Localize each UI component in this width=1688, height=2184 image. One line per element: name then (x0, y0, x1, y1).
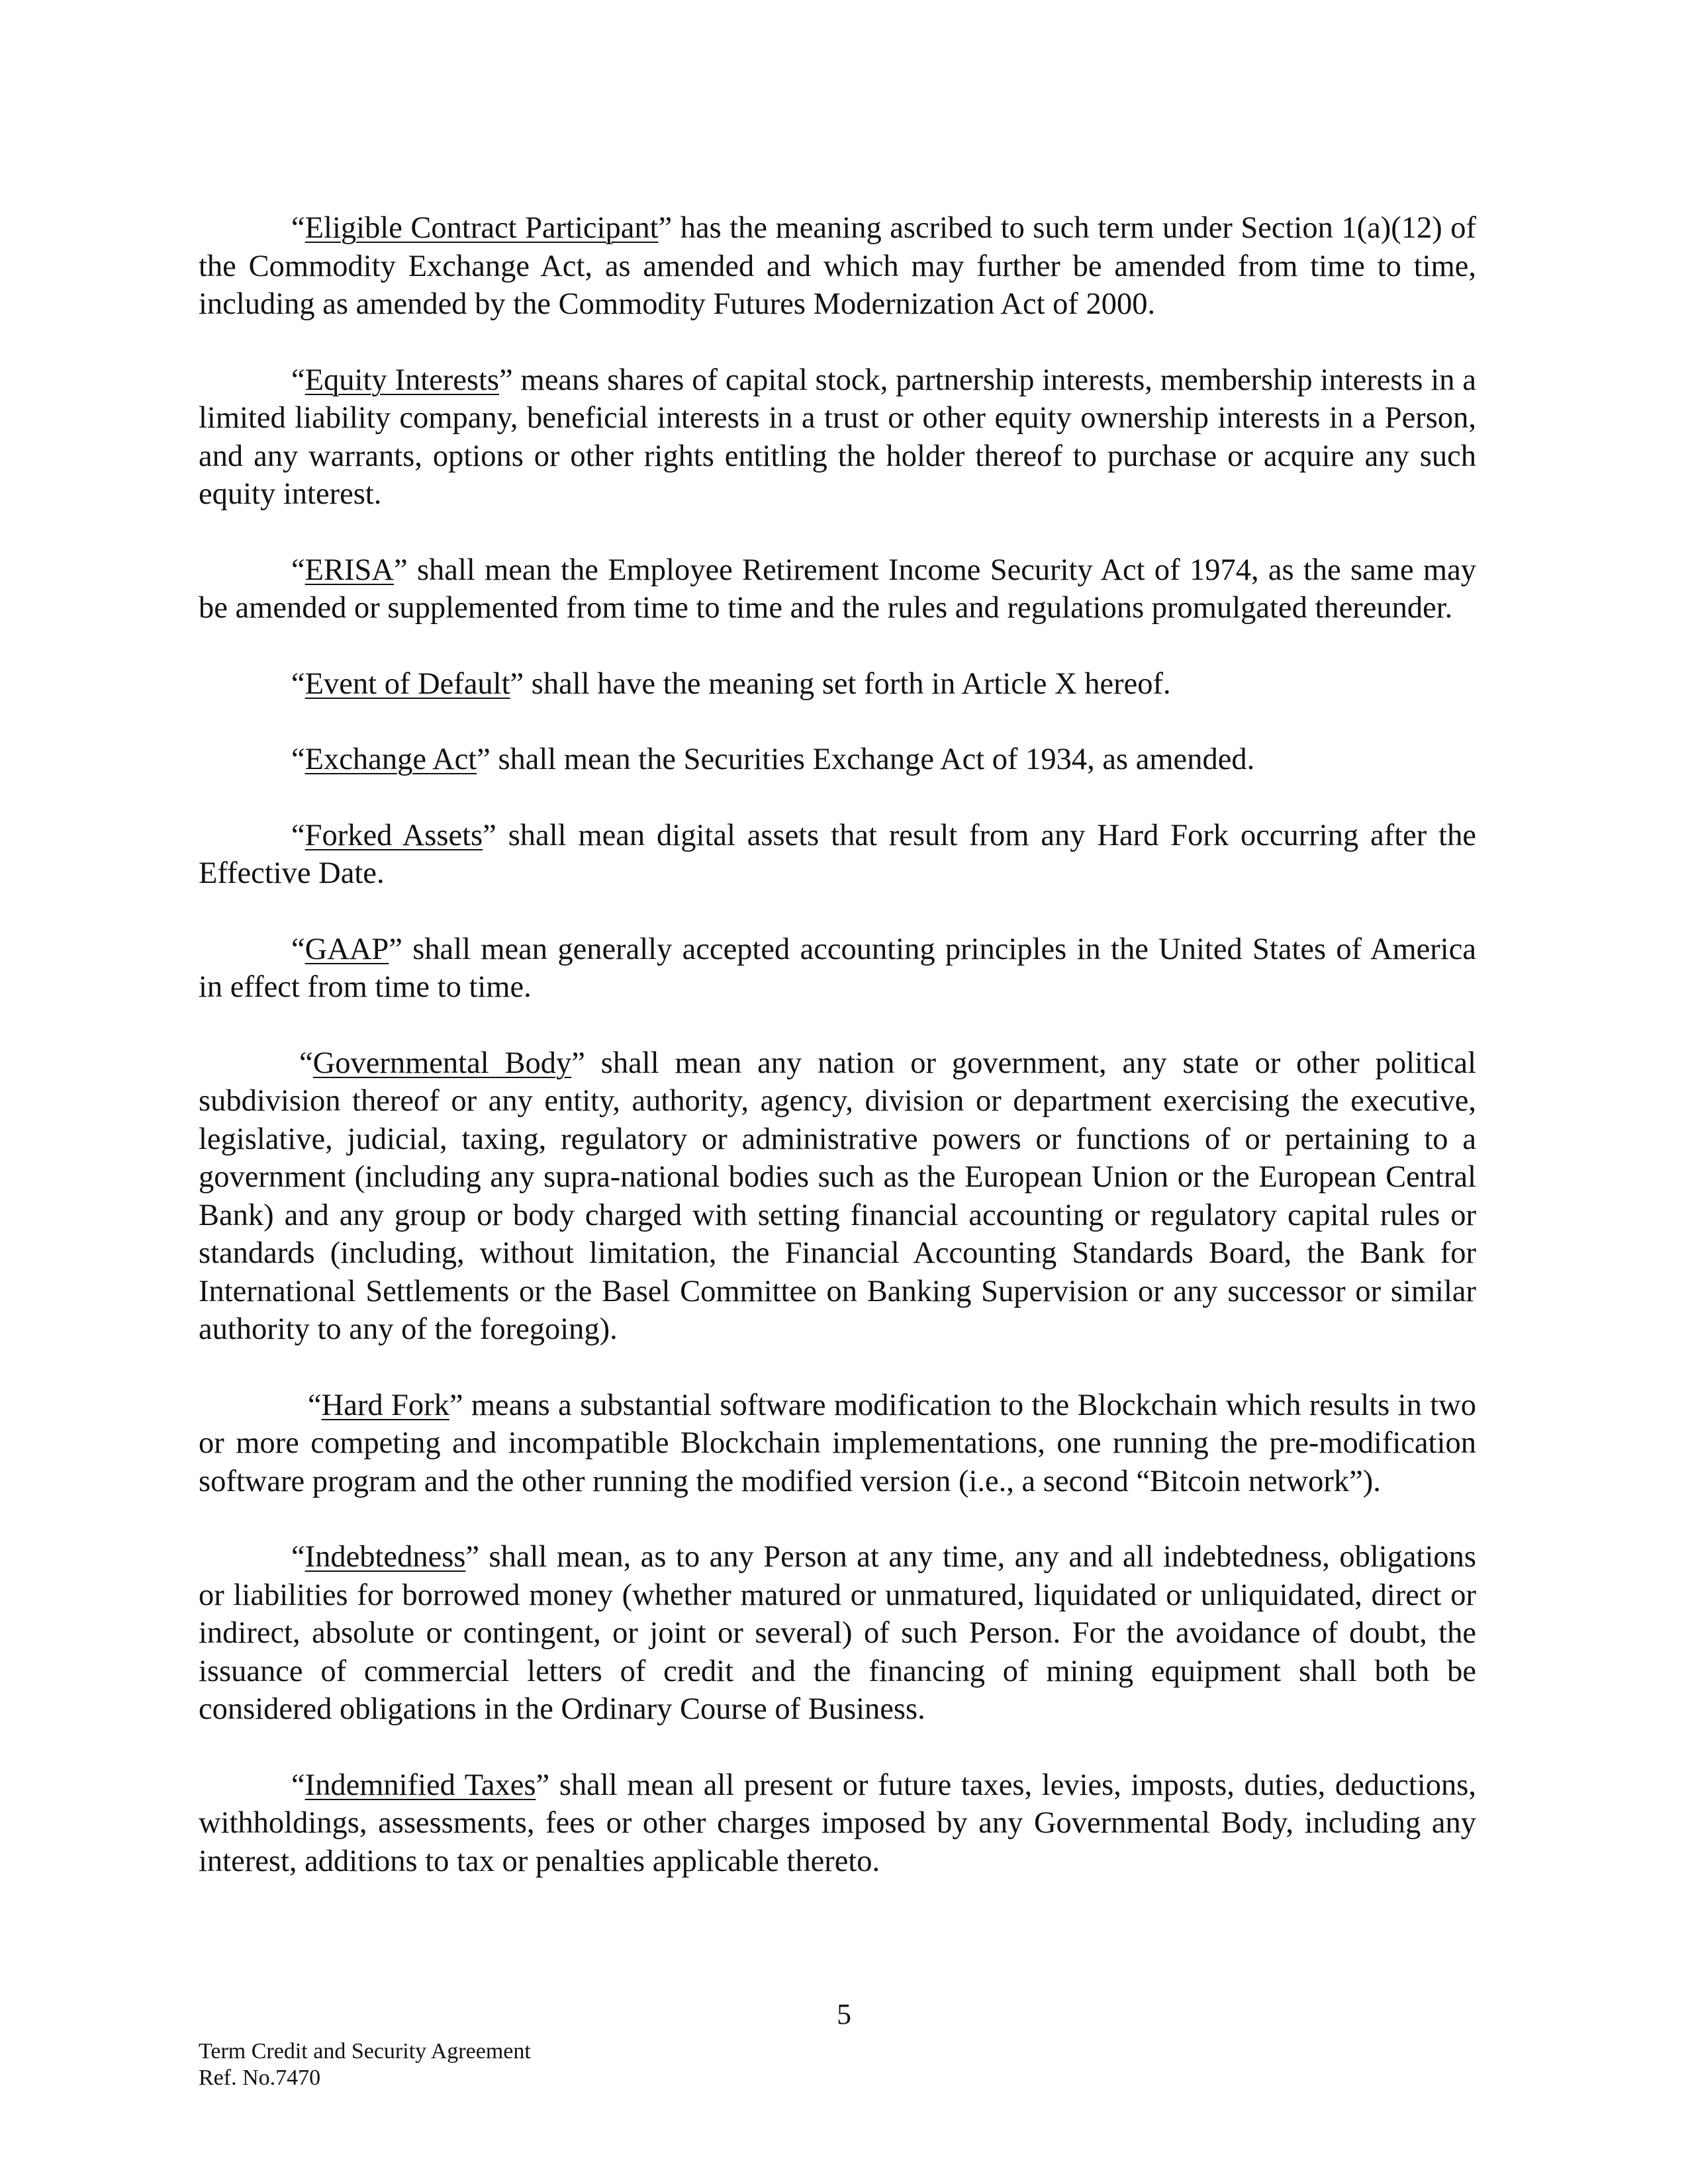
defined-term: Forked Assets (305, 818, 483, 852)
defined-term: GAAP (305, 932, 389, 966)
definitions-section (199, 209, 1476, 1918)
defined-term: Hard Fork (321, 1388, 449, 1422)
definition-gaap: “GAAP” shall mean generally accepted accounting principles in the United States of America in effect from time to time. (199, 932, 1476, 1004)
defined-term: ERISA (305, 553, 394, 587)
definition-text: shall mean all present or future taxes, levies, imposts, duties, deductions, withholdings, assessments, fees or other charges imposed by any Governmental Body, including any interest, additions to tax or penalties applicable thereto. (199, 1768, 1476, 1878)
definition-governmental-body: “Governmental Body” shall mean any nation or government, any state or other political subdivision thereof or any entity, authority, agency, division or department exercising the executive, legislative, judicial, taxing, regulatory or administrative powers or functions of or pertaining to a government (including any supra-national bodies such as the European Union or the European Central Bank) and any group or body charged with setting financial accounting or regulatory capital rules or standards (including, without limitation, the Financial Accounting Standards Board, the Bank for International Settlements or the Basel Committee on Banking Supervision or any successor or similar authority to any of the foregoing). (199, 1046, 1476, 1346)
definition-equity-interests: “Equity Interests” means shares of capital stock, partnership interests, membership interests in a limited liability company, beneficial interests in a trust or other equity ownership interests in a Person, and any warrants, options or other rights entitling the holder thereof to purchase or acquire any such equity interest. (199, 363, 1476, 511)
defined-term: Indemnified Taxes (305, 1768, 536, 1802)
definition-indemnified-taxes: “Indemnified Taxes” shall mean all present or future taxes, levies, imposts, duties, deductions, withholdings, assessments, fees or other charges imposed by any Governmental Body, including any interest, additions to tax or penalties applicable thereto. (199, 1768, 1476, 1878)
definition-text: has the meaning ascribed to such term under Section 1(a)(12) of the Commodity Exchange Act, as amended and which may further be amended from time to time, including as amended by the Commodity Futures Modernization Act of 2000. (199, 211, 1477, 321)
defined-term: Equity Interests (305, 363, 500, 397)
footer-title: Term Credit and Security Agreement (199, 2039, 531, 2064)
definition-text: shall have the meaning set forth in Article X hereof. (524, 666, 1171, 701)
definition-text: shall mean any nation or government, any state or other political subdivision thereof or any entity, authority, agency, division or department exercising the executive, legislative, judicial, taxing, regulatory or administrative powers or functions of or pertaining to a government (including any supra-national bodies such as the European Union or the European Central Bank) and any group or body charged with setting financial accounting or regulatory capital rules or standards (including, without limitation, the Financial Accounting Standards Board, the Bank for International Settlements or the Basel Committee on Banking Supervision or any successor or similar authority to any of the foregoing). (199, 1046, 1476, 1346)
definition-eligible-contract-participant: “Eligible Contract Participant” has the meaning ascribed to such term under Section 1(a)(12) of the Commodity Exchange Act, as amended and which may further be amended from time to time, including as amended by the Commodity Futures Modernization Act of 2000. (199, 211, 1477, 321)
footer-ref: Ref. No.7470 (199, 2066, 321, 2090)
definition-exchange-act: “Exchange Act” shall mean the Securities Exchange Act of 1934, as amended. (291, 743, 1255, 776)
defined-term: Eligible Contract Participant (305, 211, 659, 245)
footer (199, 2038, 531, 2091)
definition-text: shall mean the Employee Retirement Income Security Act of 1974, as the same may be amended or supplemented from time to time and the rules and regulations promulgated thereunder. (199, 553, 1476, 625)
definition-text: shall mean digital assets that result from any Hard Fork occurring after the Effective Date. (199, 818, 1476, 890)
defined-term: Indebtedness (305, 1540, 466, 1574)
definition-hard-fork: “Hard Fork” means a substantial software modification to the Blockchain which results in two or more competing and incompatible Blockchain implementations, one running the pre-modification software program and the other running the modified version (i.e., a second “Bitcoin network”). (199, 1388, 1476, 1498)
definition-text: means a substantial software modification to the Blockchain which results in two or more competing and incompatible Blockchain implementations, one running the pre-modification software program and the other running the modified version (i.e., a second “Bitcoin network”). (199, 1388, 1476, 1498)
definition-event-of-default: “Event of Default” shall have the meaning set forth in Article X hereof. (291, 666, 1171, 701)
definition-text: means shares of capital stock, partnership interests, membership interests in a limited liability company, beneficial interests in a trust or other equity ownership interests in a Person, and any warrants, options or other rights entitling the holder thereof to purchase or acquire any such equity interest. (199, 363, 1476, 511)
definition-forked-assets: “Forked Assets” shall mean digital assets that result from any Hard Fork occurring after the Effective Date. (199, 818, 1476, 890)
defined-term: Governmental Body (312, 1046, 572, 1080)
definition-text: shall mean, as to any Person at any time, any and all indebtedness, obligations or liabilities for borrowed money (whether matured or unmatured, liquidated or unliquidated, direct or indirect, absolute or contingent, or joint or several) of such Person. For the avoidance of doubt, the issuance of commercial letters of credit and the financing of mining equipment shall both be considered obligations in the Ordinary Course of Business. (199, 1540, 1476, 1726)
defined-term: Event of Default (305, 666, 510, 701)
definition-erisa: “ERISA” shall mean the Employee Retirement Income Security Act of 1974, as the same may be amended or supplemented from time to time and the rules and regulations promulgated thereunder. (199, 553, 1476, 625)
definition-text: shall mean generally accepted accounting principles in the United States of America in effect from time to time. (199, 932, 1476, 1004)
page-number: 5 (837, 1998, 851, 2030)
definition-indebtedness: “Indebtedness” shall mean, as to any Person at any time, any and all indebtedness, obligations or liabilities for borrowed money (whether matured or unmatured, liquidated or unliquidated, direct or indirect, absolute or contingent, or joint or several) of such Person. For the avoidance of doubt, the issuance of commercial letters of credit and the financing of mining equipment shall both be considered obligations in the Ordinary Course of Business. (199, 1540, 1476, 1726)
defined-term: Exchange Act (305, 743, 477, 776)
definition-text: shall mean the Securities Exchange Act of 1934, as amended. (490, 743, 1255, 776)
